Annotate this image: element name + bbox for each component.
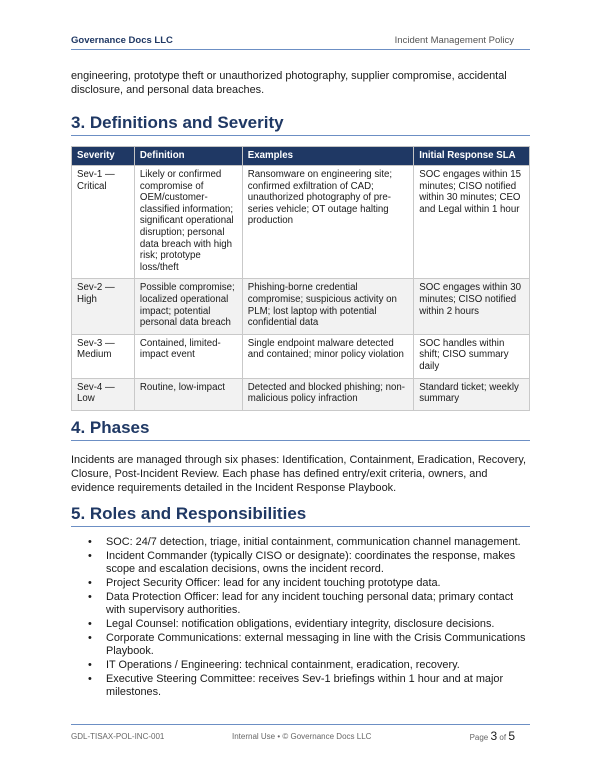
column-header-severity: Severity	[72, 147, 135, 166]
footer-page-number	[470, 729, 515, 743]
intro-paragraph: engineering, prototype theft or unauthorized photography, supplier compromise, accidental disclosure, and personal data breaches.	[71, 70, 507, 96]
cell-examples: Detected and blocked phishing; non-malicious policy infraction	[242, 378, 413, 410]
cell-severity: Sev-4 — Low	[72, 378, 135, 410]
list-item	[71, 659, 530, 672]
section-3-rule	[71, 135, 530, 136]
cell-sla: SOC handles within shift; CISO summary daily	[414, 334, 530, 378]
bullet-icon: •	[88, 591, 92, 604]
section-5-heading: 5. Roles and Responsibilities	[71, 504, 307, 523]
bullet-icon: •	[88, 550, 92, 563]
bullet-icon: •	[88, 617, 92, 630]
page-total: 5	[508, 729, 515, 743]
cell-definition: Contained, limited-impact event	[134, 334, 242, 378]
list-item-text: Incident Commander (typically CISO or designate): coordinates the response, makes scope and escalation decisions, owns the incident record.	[106, 550, 516, 575]
list-item-text: Data Protection Officer: lead for any incident touching personal data; primary contact with supervisory authorities.	[106, 591, 514, 616]
page-header	[71, 35, 530, 49]
cell-examples: Phishing-borne credential compromise; suspicious activity on PLM; lost laptop with potential confidential data	[242, 279, 413, 334]
footer-rule	[71, 724, 530, 725]
severity-table	[71, 146, 530, 411]
column-header-sla: Initial Response SLA	[414, 147, 530, 166]
cell-definition: Possible compromise; localized operational impact; potential personal data breach	[134, 279, 242, 334]
cell-examples: Single endpoint malware detected and contained; minor policy violation	[242, 334, 413, 378]
column-header-examples: Examples	[242, 147, 413, 166]
list-item-text: IT Operations / Engineering: technical containment, eradication, recovery.	[106, 658, 460, 671]
table-row	[72, 279, 530, 334]
page-current: 3	[490, 729, 498, 743]
cell-examples: Ransomware on engineering site; confirmed exfiltration of CAD; unauthorized photography of pre-series vehicle; OT outage halting production	[242, 166, 413, 279]
bullet-icon: •	[88, 536, 92, 548]
list-item-text: Executive Steering Committee: receives Sev-1 briefings within 1 hour and at major milestones.	[106, 673, 504, 698]
table-row	[72, 334, 530, 378]
roles-list	[71, 536, 530, 700]
section-4-heading: 4. Phases	[71, 418, 150, 437]
list-item	[71, 632, 530, 657]
cell-definition: Likely or confirmed compromise of OEM/customer-classified information; significant operational disruption; personal data breach with high risk; prototype loss/theft	[134, 166, 242, 279]
table-row	[72, 378, 530, 410]
table-row	[72, 166, 530, 279]
section-3-heading: 3. Definitions and Severity	[71, 113, 284, 132]
cell-severity: Sev-2 — High	[72, 279, 135, 334]
list-item-text: Legal Counsel: notification obligations, evidentiary integrity, disclosure decisions.	[106, 617, 495, 630]
cell-definition: Routine, low-impact	[134, 378, 242, 410]
list-item	[71, 577, 530, 590]
header-rule	[71, 49, 530, 50]
header-doc-title: Incident Management Policy	[394, 35, 514, 46]
table-header-row	[72, 147, 530, 166]
section-5-rule	[71, 526, 530, 527]
header-company: Governance Docs LLC	[71, 35, 173, 46]
page-of: of	[499, 733, 507, 742]
bullet-icon: •	[88, 632, 92, 645]
page-label: Page	[469, 733, 489, 742]
list-item-text: Project Security Officer: lead for any incident touching prototype data.	[106, 576, 441, 589]
bullet-icon: •	[88, 673, 92, 686]
footer-doc-id: GDL-TISAX-POL-INC-001	[71, 732, 165, 741]
cell-sla: SOC engages within 15 minutes; CISO notified within 30 minutes; CEO and Legal within 1 hour	[414, 166, 530, 279]
column-header-definition: Definition	[134, 147, 242, 166]
cell-severity: Sev-1 — Critical	[72, 166, 135, 279]
section-4-rule	[71, 440, 530, 441]
list-item-text: Corporate Communications: external messaging in line with the Crisis Communications Playbook.	[106, 632, 526, 657]
bullet-icon: •	[88, 658, 92, 671]
list-item-text: SOC: 24/7 detection, triage, initial containment, communication channel management.	[106, 536, 521, 548]
cell-severity: Sev-3 — Medium	[72, 334, 135, 378]
list-item	[71, 591, 530, 616]
list-item	[71, 536, 530, 549]
list-item	[71, 673, 530, 698]
cell-sla: Standard ticket; weekly summary	[414, 378, 530, 410]
cell-sla: SOC engages within 30 minutes; CISO notified within 2 hours	[414, 279, 530, 334]
bullet-icon: •	[88, 576, 92, 589]
phases-paragraph: Incidents are managed through six phases: Identification, Containment, Eradication, Recovery, Closure, Post-Incident Review. Each phase has defined entry/exit criteria, owners, and evidence requirements detailed in the Incident Response Playbook.	[71, 454, 527, 494]
list-item	[71, 618, 530, 631]
footer-classification: Internal Use • © Governance Docs LLC	[232, 732, 372, 741]
list-item	[71, 550, 530, 575]
